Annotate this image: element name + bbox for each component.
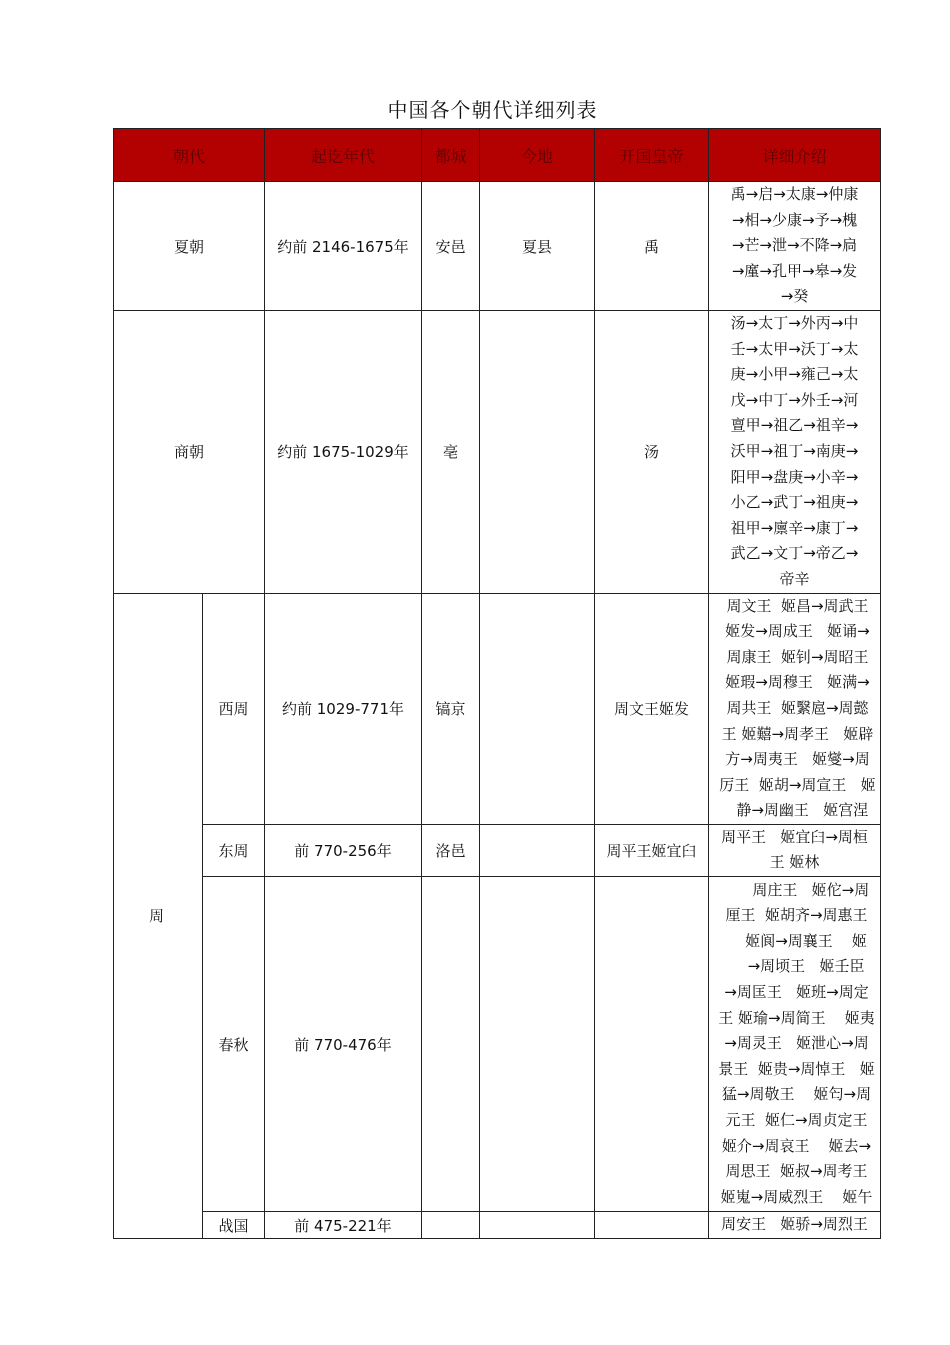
founder-cell: 周文王姬发	[595, 593, 709, 824]
capital-cell	[422, 1212, 480, 1239]
page-title: 中国各个朝代详细列表	[387, 98, 598, 122]
table-row-xia	[114, 182, 881, 311]
sub-period-name: 战国	[203, 1212, 265, 1239]
sub-period-name: 春秋	[203, 877, 265, 1212]
detail-cell: 周平王 姬宜臼→周桓 王 姬林	[709, 824, 881, 876]
table-row-zhanguo	[114, 1212, 881, 1239]
period-cell: 约前 2146-1675年	[265, 182, 422, 311]
header-row	[114, 129, 881, 182]
dynasty-cell: 夏朝	[114, 182, 265, 311]
period-cell: 前 770-256年	[265, 824, 422, 876]
detail-cell: 汤→太丁→外丙→中 壬→太甲→沃丁→太 庚→小甲→雍己→太 戊→中丁→外壬→河 亶甲→祖乙→祖辛→ 沃甲→祖丁→南庚→ 阳甲→盘庚→小辛→ 小乙→武丁→祖庚→ 祖甲→廪辛→康丁→ 武乙→文丁→帝乙→ 帝辛	[709, 311, 881, 594]
table-row-xizhou	[114, 593, 881, 824]
location-cell	[480, 877, 595, 1212]
founder-cell: 汤	[595, 311, 709, 594]
period-cell: 前 770-476年	[265, 877, 422, 1212]
sub-period-name: 东周	[203, 824, 265, 876]
table-row-dongzhou	[114, 824, 881, 876]
location-cell	[480, 593, 595, 824]
header-founder: 开国皇帝	[595, 129, 709, 182]
capital-cell: 安邑	[422, 182, 480, 311]
header-dynasty: 朝代	[114, 129, 265, 182]
header-location: 今地	[480, 129, 595, 182]
header-capital: 都城	[422, 129, 480, 182]
header-period: 起讫年代	[265, 129, 422, 182]
founder-cell: 禹	[595, 182, 709, 311]
period-cell: 前 475-221年	[265, 1212, 422, 1239]
founder-cell	[595, 877, 709, 1212]
sub-period-name: 西周	[203, 593, 265, 824]
detail-cell: 禹→启→太康→仲康 →相→少康→予→槐 →芒→泄→不降→扃 →廑→孔甲→皋→发 →癸	[709, 182, 881, 311]
dynasty-cell-zhou: 周	[114, 593, 203, 1239]
table-row-shang	[114, 311, 881, 594]
capital-cell: 洛邑	[422, 824, 480, 876]
period-cell: 约前 1675-1029年	[265, 311, 422, 594]
detail-cell: 周安王 姬骄→周烈王	[709, 1212, 881, 1239]
capital-cell	[422, 877, 480, 1212]
capital-cell: 亳	[422, 311, 480, 594]
detail-cell: 周庄王 姬佗→周 厘王 姬胡齐→周惠王 姬阆→周襄王 姬 →周顷王 姬壬臣 →周匡王 姬班→周定 王 姬瑜→周简王 姬夷 →周灵王 姬泄心→周 景王 姬贵→周悼王 姬 猛→周敬王 姬匄→周 元王 姬仁→周贞定王 姬介→周哀王 姬去→ 周思王 姬叔→周考王 姬嵬→周威烈王 姬午	[709, 877, 881, 1212]
location-cell	[480, 1212, 595, 1239]
period-cell: 约前 1029-771年	[265, 593, 422, 824]
table-row-chunqiu	[114, 877, 881, 1212]
detail-cell: 周文王 姬昌→周武王 姬发→周成王 姬诵→ 周康王 姬钊→周昭王 姬瑕→周穆王 姬满→ 周共王 姬繄扈→周懿 王 姬囏→周孝王 姬辟 方→周夷王 姬燮→周 厉王 姬胡→周宣王 姬 静→周幽王 姬宫涅	[709, 593, 881, 824]
header-detail: 详细介绍	[709, 129, 881, 182]
founder-cell: 周平王姬宜臼	[595, 824, 709, 876]
dynasty-cell: 商朝	[114, 311, 265, 594]
location-cell	[480, 824, 595, 876]
location-cell	[480, 311, 595, 594]
founder-cell	[595, 1212, 709, 1239]
location-cell: 夏县	[480, 182, 595, 311]
dynasty-table	[113, 128, 881, 1239]
capital-cell: 镐京	[422, 593, 480, 824]
